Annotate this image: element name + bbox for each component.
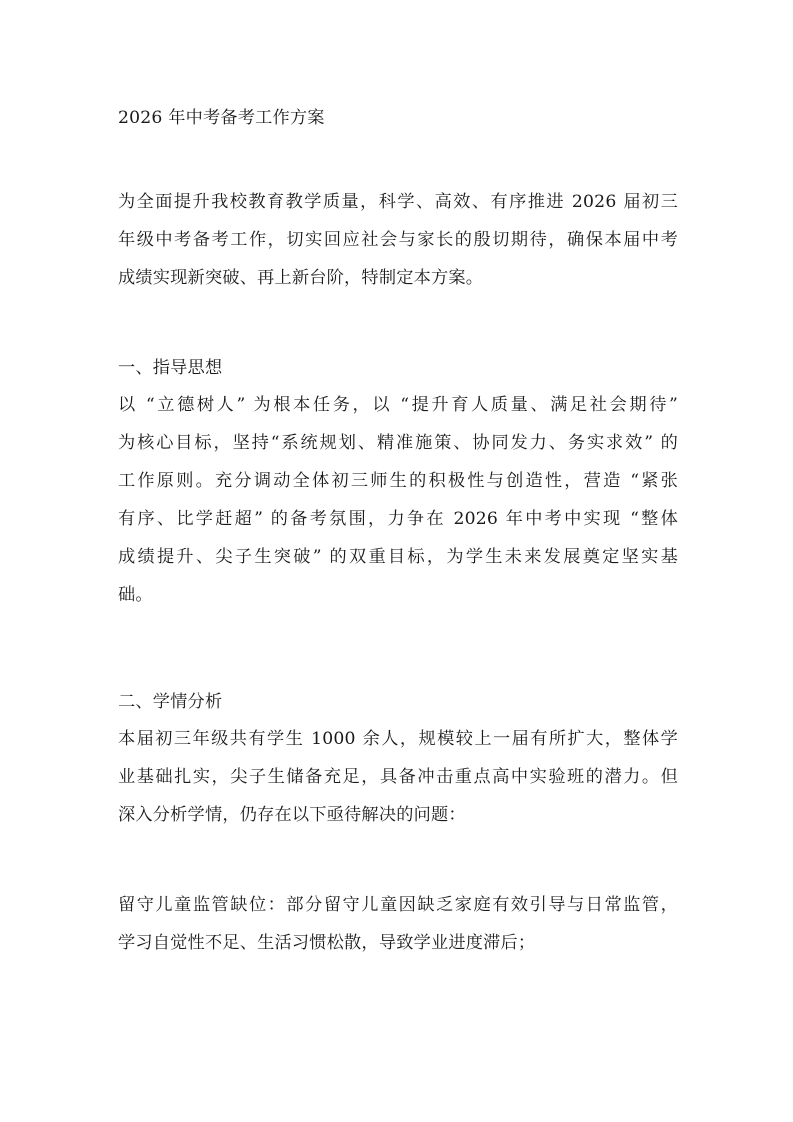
document-title: 2026 年中考备考工作方案 (118, 108, 325, 128)
intro-line-2: 年级中考备考工作，切实回应社会与家长的殷切期待，确保本届中考 (118, 230, 678, 250)
section-2-line-1: 本届初三年级共有学生 1000 余人，规模较上一届有所扩大，整体学 (118, 729, 678, 749)
section-1-line-1: 以 “立德树人” 为根本任务，以 “提升育人质量、满足社会期待” (118, 395, 678, 415)
section-2-line-2: 业基础扎实，尖子生储备充足，具备冲击重点高中实验班的潜力。但 (118, 767, 678, 787)
section-1-line-5: 成绩提升、尖子生突破” 的双重目标，为学生未来发展奠定坚实基 (118, 547, 678, 567)
intro-line-1: 为全面提升我校教育教学质量，科学、高效、有序推进 2026 届初三 (118, 192, 678, 212)
section-1-line-4: 有序、比学赶超” 的备考氛围，力争在 2026 年中考中实现 “整体 (118, 509, 678, 529)
section-1-line-6: 础。 (118, 585, 153, 605)
section-2-line-3: 深入分析学情，仍存在以下亟待解决的问题： (118, 805, 466, 825)
intro-line-3: 成绩实现新突破、再上新台阶，特制定本方案。 (118, 268, 484, 288)
section-1-line-3: 工作原则。充分调动全体初三师生的积极性与创造性，营造 “紧张 (118, 471, 678, 491)
section-heading-student-analysis: 二、学情分析 (118, 692, 223, 712)
problem-item-line-1: 留守儿童监管缺位：部分留守儿童因缺乏家庭有效引导与日常监管， (118, 895, 678, 915)
section-1-line-2: 为核心目标，坚持“系统规划、精准施策、协同发力、务实求效” 的 (118, 433, 678, 453)
section-heading-guiding-ideology: 一、指导思想 (118, 358, 223, 378)
problem-item-line-2: 学习自觉性不足、生活习惯松散，导致学业进度滞后； (118, 933, 536, 953)
